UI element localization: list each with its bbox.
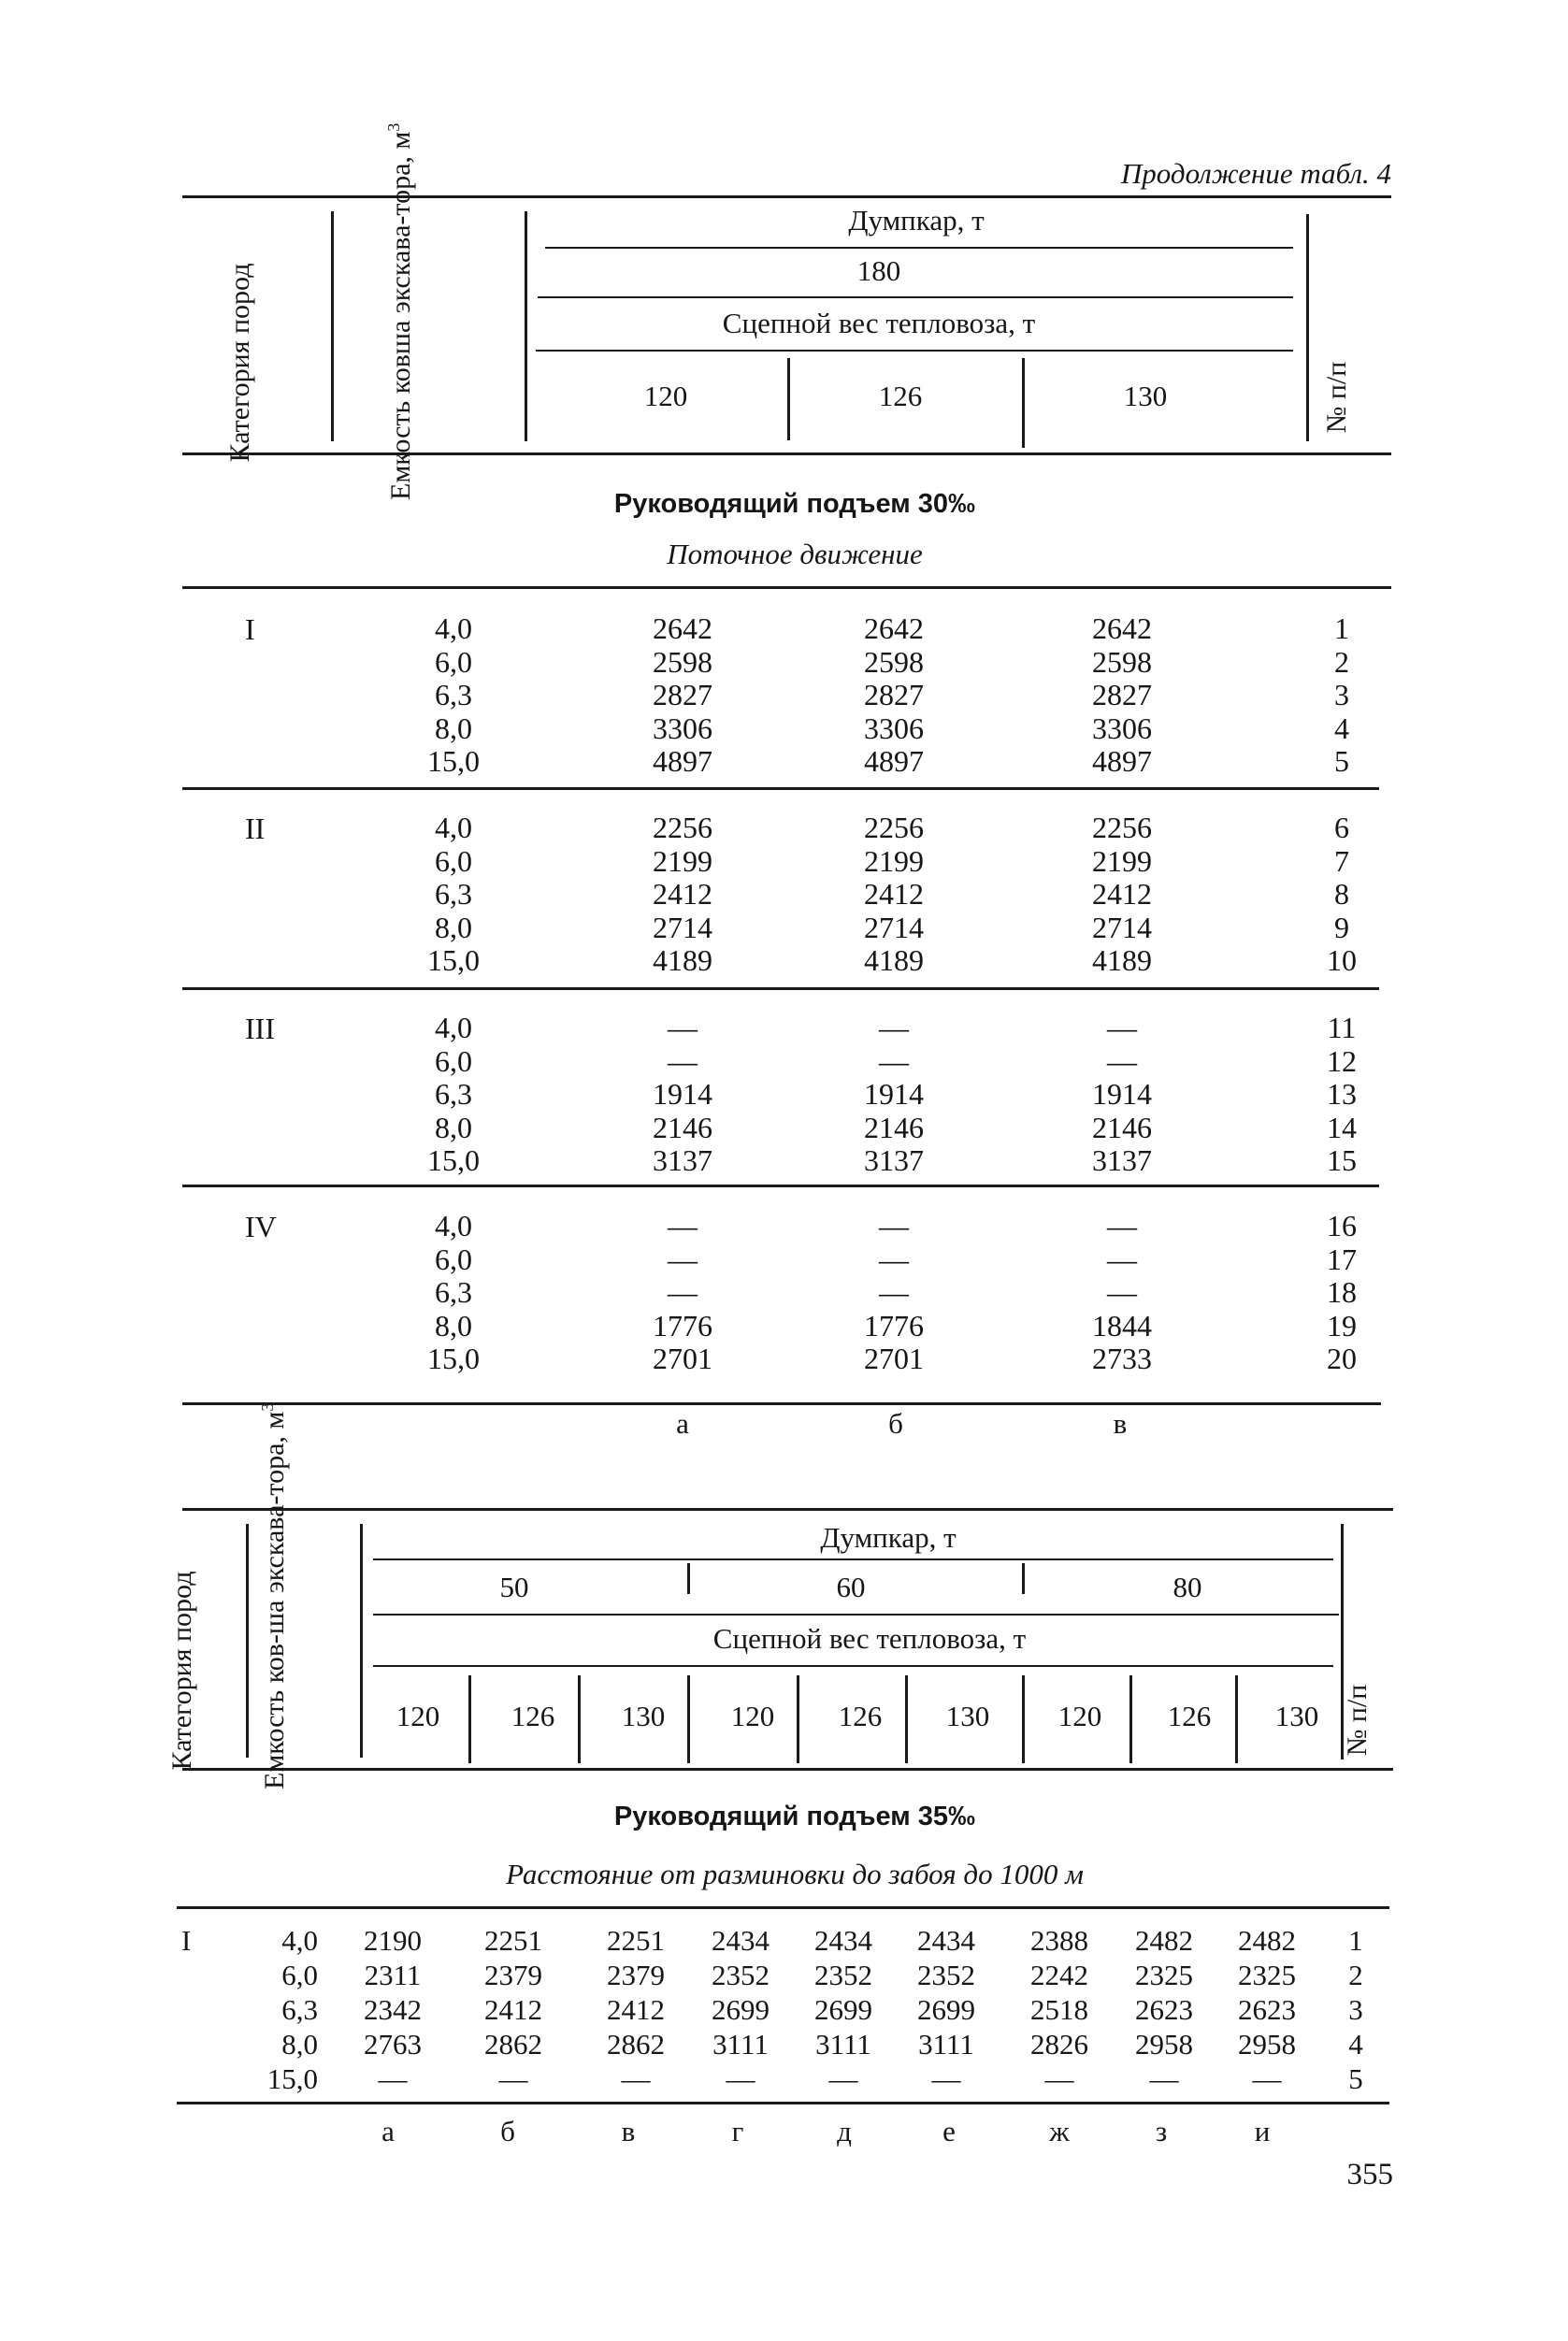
table-1-header-rule <box>538 296 1293 298</box>
table-1-loco-header-126: 126 <box>878 380 923 412</box>
table-1-cell: 2146 <box>864 1110 924 1144</box>
table-1-cell: 8,0 <box>435 1110 472 1144</box>
table-1-index-column <box>1304 1210 1379 1376</box>
table-2-header-divider <box>1022 1563 1025 1594</box>
table-2-cell: 2623 <box>1238 1993 1296 2026</box>
table-1-cell: 2 <box>1334 644 1349 679</box>
table-2-cell: 2699 <box>917 1993 975 2026</box>
table-1-cell: 6,0 <box>435 843 472 878</box>
table-1-cell: 2714 <box>864 910 924 944</box>
table-2-cell: 8,0 <box>281 2028 318 2061</box>
table-1-cell: 4189 <box>653 943 712 977</box>
table-2-header-rule <box>373 1558 1333 1560</box>
table-2-header-divider <box>246 1524 249 1758</box>
table-2-loco-header: 120 <box>396 1700 440 1732</box>
table-1-column-v <box>1061 1210 1183 1376</box>
table-1-cell: 4897 <box>653 744 712 778</box>
table-1-cell: 1776 <box>653 1308 712 1343</box>
table-2-cell: — <box>621 2062 651 2095</box>
table-2-header-rule <box>373 1665 1333 1667</box>
table-1-loco-weight-header: Сцепной вес тепловоза, т <box>722 307 1036 339</box>
table-1-bucket-column <box>402 1012 505 1178</box>
table-2-column-d <box>797 1923 890 2096</box>
table-2-cell: 4 <box>1348 2028 1363 2061</box>
table-1-header-divider <box>1306 214 1309 441</box>
table-1-group-rule <box>182 1185 1379 1187</box>
table-2-cell: 2352 <box>917 1959 975 1991</box>
table-2-footer-letter: е <box>942 2115 956 2147</box>
table-2-cell: 2518 <box>1030 1993 1088 2026</box>
table-2-header-divider <box>1022 1675 1025 1763</box>
table-2-index-header: № п/п <box>1342 1684 1373 1757</box>
table-1-cell: — <box>1107 1242 1137 1276</box>
table-2-cell: 2826 <box>1030 2028 1088 2061</box>
table-1-cell: 2642 <box>1092 611 1152 645</box>
table-2-column-z <box>1117 1923 1211 2096</box>
table-1-column-b <box>833 1210 955 1376</box>
table-2-index-column <box>1328 1923 1384 2096</box>
table-1-cell: 2598 <box>864 644 924 679</box>
table-1-header-divider <box>1022 358 1025 448</box>
table-1-cell: 2256 <box>653 811 712 844</box>
table-2-cell: 2251 <box>484 1924 542 1957</box>
table-2-loco-header: 120 <box>1057 1700 1102 1732</box>
table-2-column-v <box>589 1923 683 2096</box>
table-1-cell: 15,0 <box>427 943 480 977</box>
table-1-header-divider <box>525 211 527 441</box>
table-2-footer-letter: д <box>837 2115 852 2147</box>
table-2-cell: 2325 <box>1238 1959 1296 1991</box>
table-1-cell: 10 <box>1327 943 1357 977</box>
table-1-header-rule <box>545 247 1293 249</box>
table-1-cell: 1914 <box>1092 1077 1152 1111</box>
table-continuation-caption: Продолжение табл. 4 <box>1120 157 1391 190</box>
table-1-cell: 12 <box>1327 1043 1357 1078</box>
table-1-cell: 6,3 <box>435 877 472 911</box>
table-2-cell: — <box>1044 2062 1074 2095</box>
table-1-column-v <box>1061 811 1183 978</box>
table-2-loco-header: 130 <box>945 1700 990 1732</box>
table-2-header-rule <box>373 1614 1339 1616</box>
table-1-cell: 6,0 <box>435 644 472 679</box>
table-1-cell: 11 <box>1327 1011 1357 1044</box>
table-1-cell: 19 <box>1327 1308 1357 1343</box>
table-1-cell: 2412 <box>1092 877 1152 911</box>
page-number: 355 <box>1346 2158 1393 2191</box>
table-2-cell: — <box>1252 2062 1282 2095</box>
table-1-footer-letter-b: б <box>888 1407 903 1440</box>
table-1-cell: 3 <box>1334 678 1349 711</box>
table-1-cell: — <box>879 1275 909 1309</box>
table-1-cell: 2412 <box>864 877 924 911</box>
table-1-cell: 3306 <box>864 711 924 745</box>
table-1-cell: 4189 <box>864 943 924 977</box>
table-1-category-label: IV <box>245 1210 277 1243</box>
table-2-cell: 3111 <box>712 2028 769 2061</box>
table-1-index-column <box>1304 612 1379 779</box>
table-2-category-label: I <box>181 1924 192 1957</box>
table-2-header-divider <box>687 1563 690 1594</box>
table-2-cell: 2958 <box>1238 2028 1296 2061</box>
table-1-cell: — <box>879 1209 909 1242</box>
table-1-cell: 15 <box>1327 1143 1357 1177</box>
table-2-cell: 6,0 <box>281 1959 318 1991</box>
table-1-cell: 16 <box>1327 1209 1357 1242</box>
table-2-cell: 2412 <box>607 1993 665 2026</box>
table-2-column-b <box>467 1923 560 2096</box>
table-2-cell: — <box>378 2062 408 2095</box>
table-2-header-divider <box>1129 1675 1132 1763</box>
table-2-column-e <box>899 1923 993 2096</box>
table-1-bottom-rule <box>182 1402 1381 1405</box>
table-1-cell: — <box>668 1275 698 1309</box>
table-2-loco-header: 130 <box>1274 1700 1319 1732</box>
table-1-cell: 2146 <box>1092 1110 1152 1144</box>
table-2-cell: — <box>498 2062 528 2095</box>
table-1-cell: 17 <box>1327 1242 1357 1276</box>
table-2-cell: 2 <box>1348 1959 1363 1991</box>
table-1-cell: 20 <box>1327 1342 1357 1375</box>
table-2-cell: 2434 <box>814 1924 872 1957</box>
table-1-cell: 13 <box>1327 1077 1357 1111</box>
table-1-cell: 5 <box>1334 744 1349 778</box>
table-2-cell: 2482 <box>1238 1924 1296 1957</box>
table-1-cell: 8,0 <box>435 711 472 745</box>
table-1-cell: 4189 <box>1092 943 1152 977</box>
table-1-cell: 4,0 <box>435 1209 472 1242</box>
table-2-dumpcar-50: 50 <box>499 1571 529 1603</box>
table-1-cell: 2714 <box>1092 910 1152 944</box>
table-1-cell: 7 <box>1334 843 1349 878</box>
table-2-cell: 2412 <box>484 1993 542 2026</box>
table-1-cell: 6,3 <box>435 1275 472 1309</box>
table-2-dumpcar-80: 80 <box>1172 1571 1202 1603</box>
table-1-category-label: II <box>245 811 266 845</box>
table-2-cell: 2379 <box>607 1959 665 1991</box>
table-2-footer-letter: а <box>381 2115 395 2147</box>
table-1-bucket-header: Емкость ковша экскава-тора, $м^3$ <box>384 122 416 500</box>
table-1-index-header: № п/п <box>1321 361 1352 434</box>
table-1-cell: 8,0 <box>435 1308 472 1343</box>
table-1-cell: 2701 <box>653 1342 712 1375</box>
table-2-cell: 4,0 <box>281 1924 318 1957</box>
table-1-cell: 1776 <box>864 1308 924 1343</box>
table-1-header-rule <box>536 350 1293 352</box>
table-1-cell: 4897 <box>1092 744 1152 778</box>
table-1-cell: 4 <box>1334 711 1349 745</box>
table-2-top-rule <box>182 1508 1393 1511</box>
table-2-cell: 2342 <box>364 1993 422 2026</box>
table-2-cell: 5 <box>1348 2062 1363 2095</box>
table-2-cell: 2434 <box>917 1924 975 1957</box>
table-2-cell: 2242 <box>1030 1959 1088 1991</box>
table-1-cell: — <box>879 1043 909 1078</box>
table-2-cell: 2388 <box>1030 1924 1088 1957</box>
table-1-index-column <box>1304 811 1379 978</box>
table-1-cell: 2146 <box>653 1110 712 1144</box>
table-1-section-title: Руководящий подъем 30‰ <box>613 489 976 519</box>
table-2-loco-header: 130 <box>621 1700 666 1732</box>
table-2-bottom-rule <box>177 2102 1389 2104</box>
table-2-cell: 2352 <box>712 1959 770 1991</box>
table-1-column-b <box>833 1012 955 1178</box>
table-2-cell: — <box>1149 2062 1179 2095</box>
table-1-cell: 1914 <box>653 1077 712 1111</box>
table-1-index-column <box>1304 1012 1379 1178</box>
table-1-header-bottom-rule <box>182 452 1391 455</box>
table-1-section-subtitle: Поточное движение <box>667 538 923 570</box>
table-1-cell: 6 <box>1334 811 1349 844</box>
table-1-bucket-column <box>402 1210 505 1376</box>
table-2-cell: 15,0 <box>266 2062 318 2095</box>
table-1-cell: — <box>668 1209 698 1242</box>
table-2-cell: 2623 <box>1135 1993 1193 2026</box>
table-1-cell: 2642 <box>864 611 924 645</box>
table-2-cell: 2958 <box>1135 2028 1193 2061</box>
table-2-cell: 2379 <box>484 1959 542 1991</box>
table-2-dumpcar-header: Думпкар, т <box>820 1521 957 1554</box>
table-1-cell: — <box>1107 1275 1137 1309</box>
table-1-cell: 3137 <box>864 1143 924 1177</box>
table-2-dumpcar-60: 60 <box>836 1571 866 1603</box>
table-1-cell: 2598 <box>1092 644 1152 679</box>
table-2-cell: 2311 <box>364 1959 422 1991</box>
table-1-cell: 2256 <box>1092 811 1152 844</box>
table-1-cell: — <box>879 1242 909 1276</box>
table-1-cell: 9 <box>1334 910 1349 944</box>
table-2-body-top-rule <box>177 1906 1389 1909</box>
table-1-column-a <box>622 1210 743 1376</box>
table-2-cell: 2699 <box>814 1993 872 2026</box>
table-2-bucket-column <box>238 1923 318 2096</box>
table-1-column-a <box>622 612 743 779</box>
table-2-footer-letter: в <box>621 2115 636 2147</box>
table-2-column-zh <box>1013 1923 1106 2096</box>
table-1-cell: 2714 <box>653 910 712 944</box>
table-2-cell: 2251 <box>607 1924 665 1957</box>
table-1-cell: 3306 <box>1092 711 1152 745</box>
table-1-category-label: III <box>245 1012 275 1045</box>
table-1-cell: 2199 <box>1092 843 1152 878</box>
table-2-section-title: Руководящий подъем 35‰ <box>613 1802 976 1831</box>
table-2-section-subtitle: Расстояние от разминовки до забоя до 1000 м <box>506 1858 1084 1890</box>
table-1-column-v <box>1061 612 1183 779</box>
table-2-cell: 2352 <box>814 1959 872 1991</box>
table-2-header-bottom-rule <box>182 1768 1393 1771</box>
table-1-loco-header-120: 120 <box>643 380 688 412</box>
table-2-footer-letter: б <box>500 2115 515 2147</box>
table-1-cell: 1 <box>1334 611 1349 645</box>
table-1-cell: 3306 <box>653 711 712 745</box>
table-1-cell: 2412 <box>653 877 712 911</box>
table-1-cell: 2642 <box>653 611 712 645</box>
table-1-cell: 2256 <box>864 811 924 844</box>
table-1-cell: 2733 <box>1092 1342 1152 1375</box>
table-2-cell: 6,3 <box>281 1993 318 2026</box>
table-1-top-rule <box>182 195 1391 198</box>
table-2-cell: 2190 <box>364 1924 422 1957</box>
table-1-cell: 8 <box>1334 877 1349 911</box>
table-1-cell: 4,0 <box>435 611 472 645</box>
table-1-cell: — <box>668 1043 698 1078</box>
table-2-cell: — <box>931 2062 961 2095</box>
table-1-cell: 15,0 <box>427 744 480 778</box>
table-2-cell: 2763 <box>364 2028 422 2061</box>
table-2-footer-letter: и <box>1254 2115 1271 2147</box>
table-1-cell: 2827 <box>1092 678 1152 711</box>
table-2-cell: 3111 <box>815 2028 871 2061</box>
table-1-cell: 14 <box>1327 1110 1357 1144</box>
table-2-column-i <box>1220 1923 1314 2096</box>
table-1-cell: 1844 <box>1092 1308 1152 1343</box>
table-1-cell: 2199 <box>653 843 712 878</box>
table-2-category-header: Категория пород <box>166 1571 197 1771</box>
table-1-category-header: Категория пород <box>224 263 255 463</box>
table-2-loco-header: 120 <box>730 1700 775 1732</box>
table-1-column-a <box>622 1012 743 1178</box>
table-1-cell: 4,0 <box>435 811 472 844</box>
table-1-header-divider <box>787 358 790 440</box>
table-1-group-rule <box>182 787 1379 790</box>
table-2-footer-letter: ж <box>1049 2115 1070 2147</box>
table-1-cell: 3137 <box>653 1143 712 1177</box>
table-1-cell: 15,0 <box>427 1342 480 1375</box>
table-1-dumpcar-value: 180 <box>856 254 901 287</box>
table-2-cell: 2482 <box>1135 1924 1193 1957</box>
table-1-bucket-column <box>402 612 505 779</box>
table-2-cell: 2434 <box>712 1924 770 1957</box>
table-2-cell: 1 <box>1348 1924 1363 1957</box>
table-2-loco-weight-header: Сцепной вес тепловоза, т <box>712 1622 1027 1655</box>
table-1-cell: 4897 <box>864 744 924 778</box>
table-1-cell: — <box>668 1242 698 1276</box>
table-2-footer-letter: з <box>1155 2115 1168 2147</box>
table-1-cell: 15,0 <box>427 1143 480 1177</box>
table-2-cell: 2862 <box>607 2028 665 2061</box>
table-2-cell: 2699 <box>712 1993 770 2026</box>
table-1-loco-header-130: 130 <box>1123 380 1168 412</box>
table-1-footer-letter-a: а <box>676 1407 689 1440</box>
table-2-loco-header: 126 <box>838 1700 883 1732</box>
table-1-cell: 6,0 <box>435 1043 472 1078</box>
table-1-column-b <box>833 612 955 779</box>
table-1-cell: 2827 <box>864 678 924 711</box>
table-2-cell: 3 <box>1348 1993 1363 2026</box>
table-1-cell: 2701 <box>864 1342 924 1375</box>
table-1-cell: 2598 <box>653 644 712 679</box>
table-1-cell: 4,0 <box>435 1011 472 1044</box>
table-1-column-a <box>622 811 743 978</box>
table-1-body-top-rule <box>182 586 1391 589</box>
table-2-cell: 2325 <box>1135 1959 1193 1991</box>
table-1-cell: 2199 <box>864 843 924 878</box>
table-1-cell: — <box>879 1011 909 1044</box>
table-2-cell: — <box>828 2062 858 2095</box>
table-1-cell: — <box>1107 1043 1137 1078</box>
table-1-group-rule <box>182 987 1379 990</box>
table-1-column-b <box>833 811 955 978</box>
table-1-cell: 6,0 <box>435 1242 472 1276</box>
table-1-cell: — <box>1107 1209 1137 1242</box>
table-1-cell: 18 <box>1327 1275 1357 1309</box>
table-1-cell: — <box>668 1011 698 1044</box>
table-1-cell: 2827 <box>653 678 712 711</box>
table-1-bucket-column <box>402 811 505 978</box>
table-2-column-g <box>694 1923 787 2096</box>
table-1-cell: 8,0 <box>435 910 472 944</box>
table-1-cell: 3137 <box>1092 1143 1152 1177</box>
table-1-category-label: I <box>245 612 255 646</box>
table-1-cell: 1914 <box>864 1077 924 1111</box>
table-2-loco-header: 126 <box>511 1700 555 1732</box>
table-1-cell: 6,3 <box>435 678 472 711</box>
table-2-footer-letter: г <box>731 2115 744 2147</box>
table-1-dumpcar-header: Думпкар, т <box>848 204 985 237</box>
table-2-cell: 3111 <box>918 2028 974 2061</box>
table-1-header-divider <box>331 211 334 441</box>
table-2-bucket-header: Емкость ков-ша экскава-тора, $м^3$ <box>258 1402 290 1789</box>
table-2-loco-header: 126 <box>1167 1700 1212 1732</box>
table-2-header-divider <box>468 1675 471 1763</box>
table-1-cell: 6,3 <box>435 1077 472 1111</box>
table-2-cell: — <box>726 2062 755 2095</box>
table-2-cell: 2862 <box>484 2028 542 2061</box>
table-2-column-a <box>346 1923 439 2096</box>
table-1-cell: — <box>1107 1011 1137 1044</box>
table-1-column-v <box>1061 1012 1183 1178</box>
table-1-footer-letter-v: в <box>1113 1407 1128 1440</box>
